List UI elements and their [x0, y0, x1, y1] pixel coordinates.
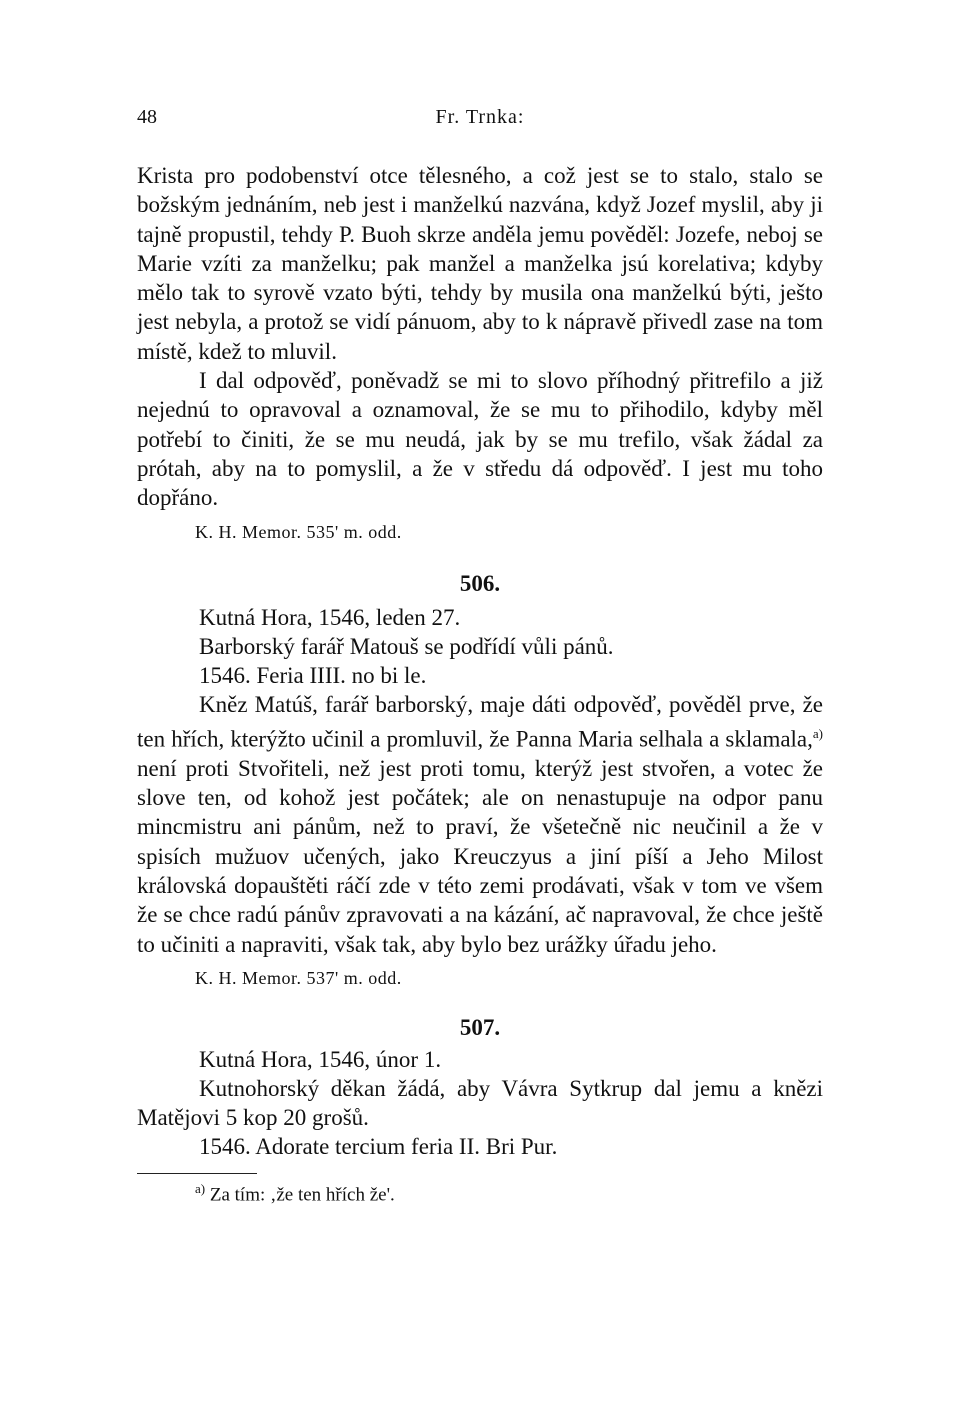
document-number-506: 506.: [459, 570, 501, 596]
footnote-mark: a): [195, 1181, 206, 1197]
dateline-506: 1546. Feria IIII. no bi le.: [199, 662, 427, 688]
footnote-reference: a): [812, 725, 823, 741]
body-506: [137, 690, 823, 959]
source-citation-506: K. H. Memor. 537' m. odd.: [195, 967, 402, 988]
paragraph-continuation: Krista pro podobenství otce tělesného, a což jest se to stalo, stalo se božským jednáním, neb jest i manželkú nazvána, když Jozef myslil, aby ji tajně propustil, tehdy P. Buoh skrze anděla jemu pověděl: Jozefe, neboj se Marie vzíti za manželku; pak manžel a manželka jsú korelativa; kdyby mělo tak to syrově vzato býti, tehdy by musila ona manželkú býti, ješto jest nebyla, a protož se vidí pánuom, aby to k nápravě přivedl zase na tom místě, kdež to mluvil.: [137, 163, 823, 364]
footnote-text: Za tím: ‚že ten hřích že'.: [209, 1184, 395, 1206]
footnote: [195, 1176, 823, 1208]
paragraph-reply: I dal odpověď, poněvadž se mi to slovo příhodný přitrefilo a již nejednú to opravoval a oznamoval, že se mu to přihodilo, kdyby měl potřebí to činiti, že se mu neudá, jak by se mu trefilo, však žádal za prótah, aby na to pomyslil, a že v středu dá odpověď. I jest mu toho dopřáno.: [137, 368, 823, 511]
body-506-part2: není proti Stvořiteli, než jest proti tomu, kterýž jest stvořen, a votec že slove ten, od kohož jest počátek; ale on nenastupuje na odpor panu mincmistru ani pánům, než to praví, že všetečně nic neučinil a že v spisích mužuov učených, jako Kreuczyus a jiní píší a Jeho Milost královská dopauštěti ráčí zde v této zemi prodávati, však v tom ve všem že se chce radú pánův zpravovati a na kázání, ač napravoval, že chce ještě to učiniti a napraviti, však tak, aby bylo bez urážky úřadu jeho.: [137, 755, 823, 957]
running-head: Fr. Trnka:: [435, 106, 525, 128]
footnote-rule: [137, 1173, 257, 1174]
page-header: [137, 100, 823, 136]
body-506-part1: Kněz Matúš, farář barborský, maje dáti odpověď, pověděl prve, že ten hřích, kterýžto učinil a promluvil, že Panna Maria selhala a sklamala,: [137, 691, 823, 752]
place-date-507: Kutná Hora, 1546, únor 1.: [199, 1046, 442, 1072]
source-citation: K. H. Memor. 535' m. odd.: [195, 521, 402, 542]
summary-507: Kutnohorský děkan žádá, aby Vávra Sytkrup dal jemu a knězi Matějovi 5 kop 20 grošů.: [137, 1075, 823, 1131]
dateline-507: 1546. Adorate tercium feria II. Bri Pur.: [199, 1134, 558, 1160]
document-number-507: 507.: [459, 1014, 501, 1040]
page-number: 48: [137, 106, 157, 128]
summary-506: Barborský farář Matouš se podřídí vůli pánů.: [199, 633, 614, 659]
place-date-506: Kutná Hora, 1546, leden 27.: [199, 604, 461, 630]
page: [137, 100, 823, 1209]
